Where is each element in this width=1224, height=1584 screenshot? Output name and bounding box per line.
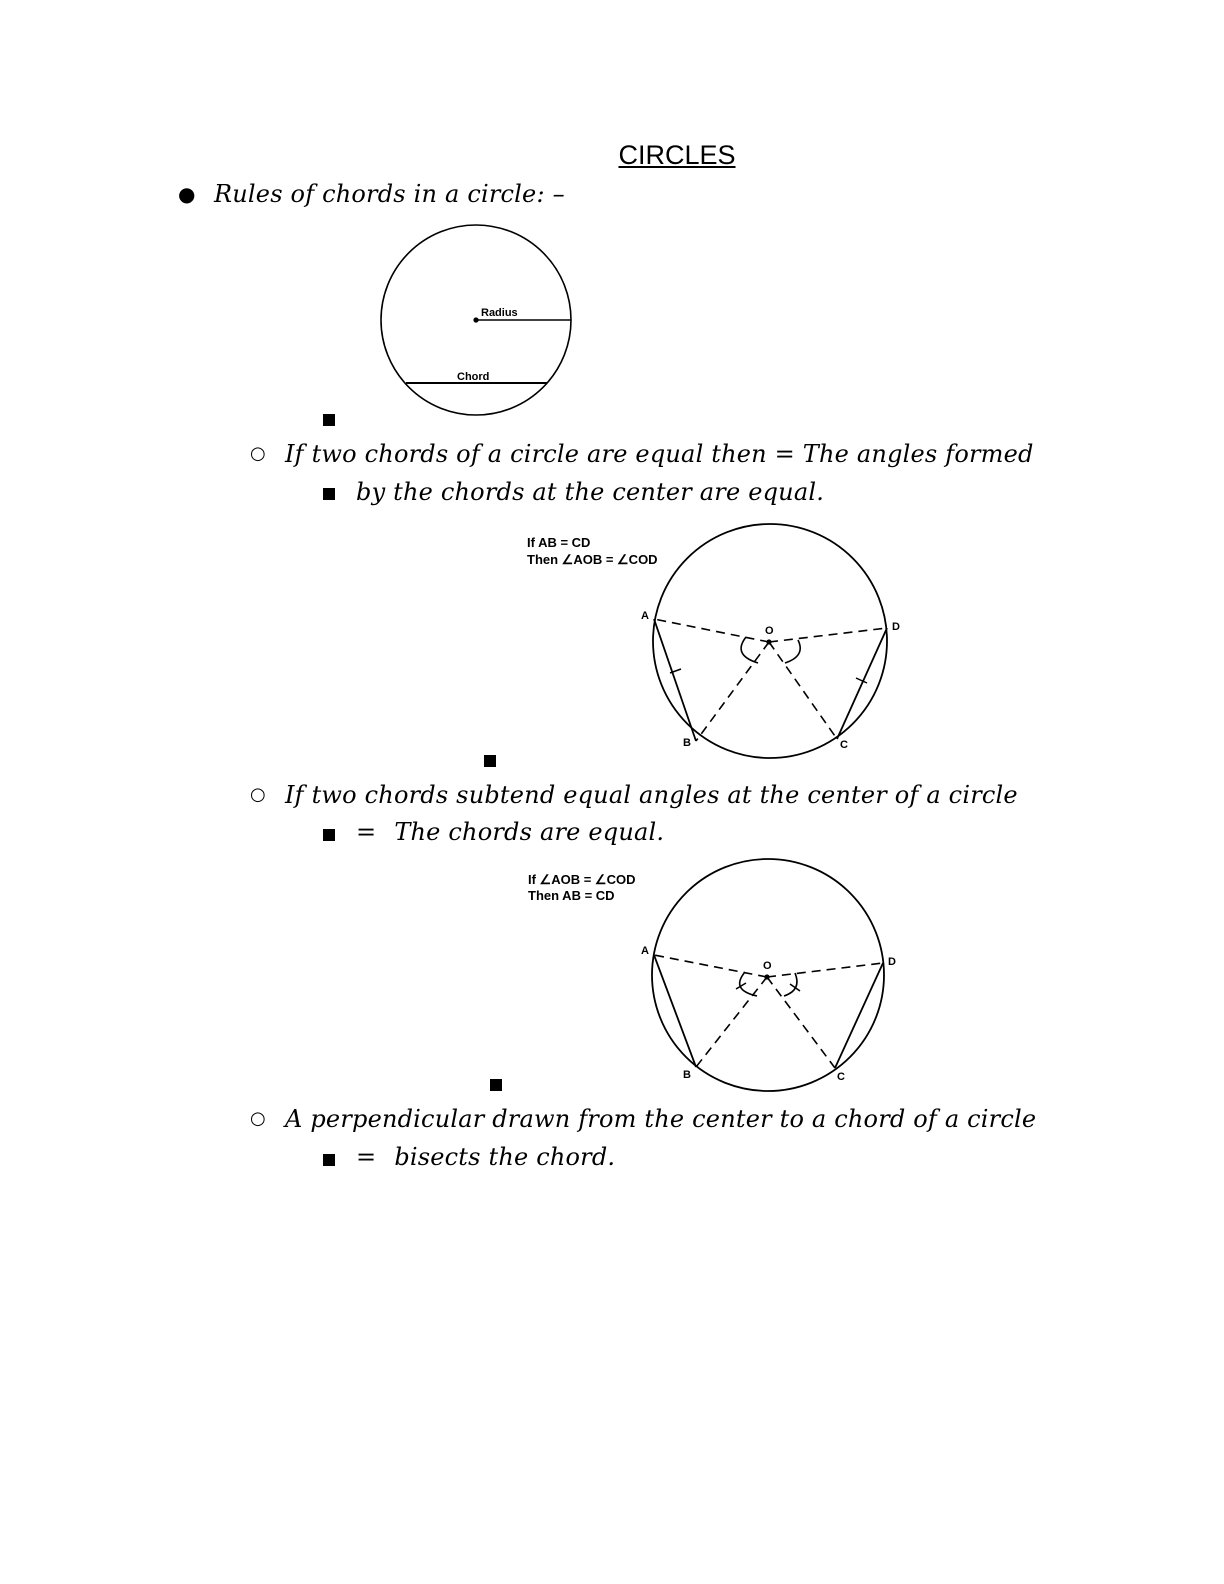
rule-2-continuation-text: The chords are equal. [394, 818, 665, 846]
rule-1-text: If two chords of a circle are equal then = The angles formed [285, 440, 1034, 468]
figure3-caption-2: Then AB = CD [528, 888, 615, 903]
point-b-label: B [683, 1069, 691, 1081]
point-d-label: D [888, 956, 896, 968]
rule-2-text: If two chords subtend equal angles at the center of a circle [285, 781, 1018, 809]
figure2-caption-1: If AB = CD [527, 535, 591, 550]
rule-3-text: A perpendicular drawn from the center to a chord of a circle [285, 1105, 1037, 1133]
point-c-label: C [837, 1071, 845, 1083]
square-bullet-icon [490, 1079, 502, 1091]
chord-ab [654, 955, 696, 1067]
point-o-label: O [763, 960, 772, 972]
radius-od [767, 963, 883, 977]
rule-1-continuation: by the chords at the center are equal. [356, 478, 825, 506]
point-d-label: D [892, 621, 900, 633]
equals-sign: = [356, 818, 377, 846]
radius-ob [696, 977, 767, 1067]
radius-oc [767, 977, 835, 1068]
equals-sign: = [356, 1143, 377, 1171]
bullet-circle-icon: ○ [250, 784, 266, 805]
bullet-circle-icon: ○ [250, 1108, 266, 1129]
bullet-circle-icon: ○ [250, 443, 266, 464]
figure2-caption-2: Then ∠AOB = ∠COD [527, 552, 658, 567]
center-point [764, 974, 769, 979]
point-o-label: O [765, 625, 774, 637]
point-c-label: C [840, 739, 848, 751]
point-a-label: A [641, 610, 649, 622]
chord-label: Chord [457, 371, 490, 383]
bullet-disc-icon: ● [178, 182, 196, 206]
radius-label: Radius [481, 307, 518, 319]
rule-3-continuation [356, 1143, 615, 1171]
square-bullet-icon [323, 1154, 335, 1166]
radius-oa [654, 955, 767, 977]
rule-3-continuation-text: bisects the chord. [394, 1143, 616, 1171]
heading-text: Rules of chords in a circle: – [214, 180, 565, 208]
point-b-label: B [683, 737, 691, 749]
page-title: CIRCLES [618, 140, 736, 170]
point-a-label: A [641, 945, 649, 957]
figure3-caption-1: If ∠AOB = ∠COD [528, 872, 636, 887]
